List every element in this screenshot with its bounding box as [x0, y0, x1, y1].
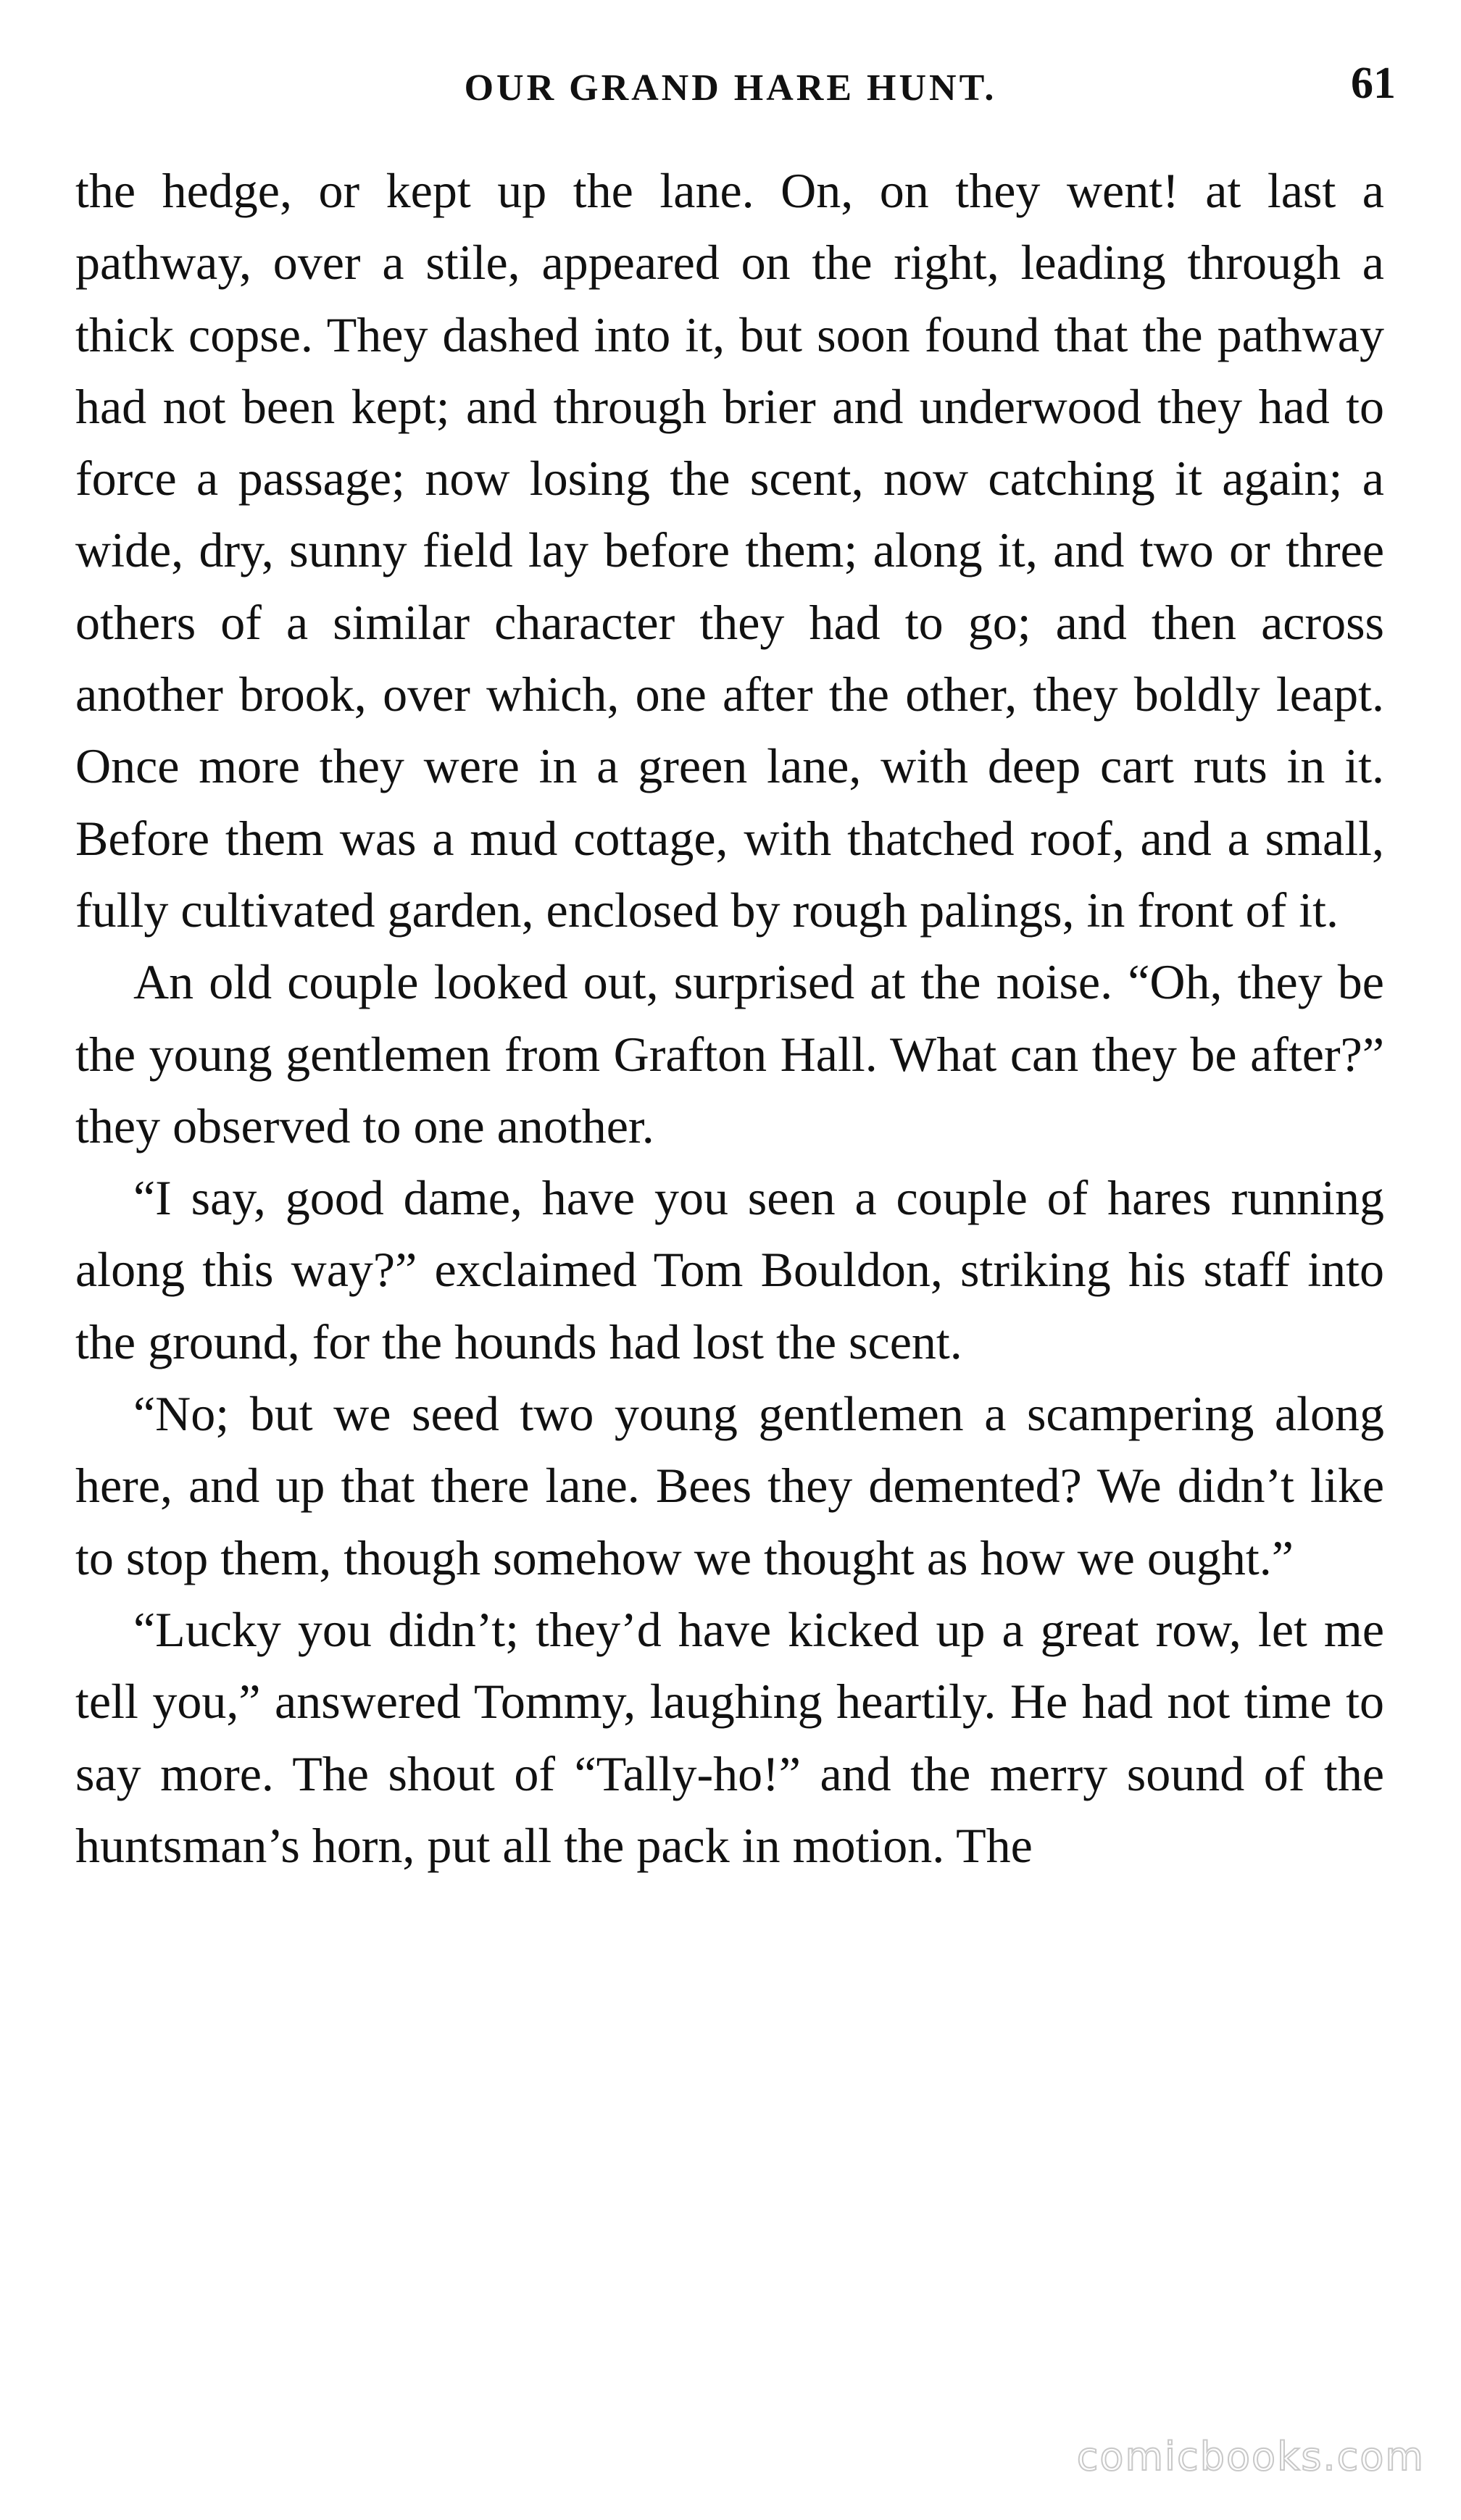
paragraph-1: the hedge, or kept up the lane. On, on they went! at last a pathway, over a stile, appeared on the right, leading through a thick copse. They dashed into it, but soon found that the pathway had not been kept; and through brier and underwood they had to force a passage; now losing the scent, now catching it again; a wide, dry, sunny field lay before them; along it, and two or three others of a similar character they had to go; and then across another brook, over which, one after the other, they boldly leapt. Once more they were in a green lane, with deep cart ruts in it. Before them was a mud cottage, with thatched roof, and a small, fully cultivated garden, enclosed by rough palings, in front of it.	[75, 163, 1384, 938]
body-text	[75, 155, 1384, 1882]
watermark: comicbooks.com	[1076, 2434, 1425, 2479]
running-title: OUR GRAND HARE HUNT.	[464, 67, 997, 109]
page-number: 61	[1351, 59, 1396, 108]
paragraph-4: “No; but we seed two young gentlemen a scampering along here, and up that there lane. Bees they demented? We didn’t like to stop them, though somehow we thought as how we ought.”	[75, 1386, 1384, 1585]
paragraph-5: “Lucky you didn’t; they’d have kicked up a great row, let me tell you,” answered Tommy, laughing heartily. He had not time to say more. The shout of “Tally-ho!” and the merry sound of the huntsman’s horn, put all the pack in motion. The	[75, 1601, 1384, 1873]
paragraph-2: An old couple looked out, surprised at the noise. “Oh, they be the young gentlemen from Grafton Hall. What can they be after?” they observed to one another.	[75, 954, 1384, 1153]
paragraph-3: “I say, good dame, have you seen a couple of hares running along this way?” exclaimed Tom Bouldon, striking his staff into the ground, for the hounds had lost the scent.	[75, 1170, 1384, 1369]
